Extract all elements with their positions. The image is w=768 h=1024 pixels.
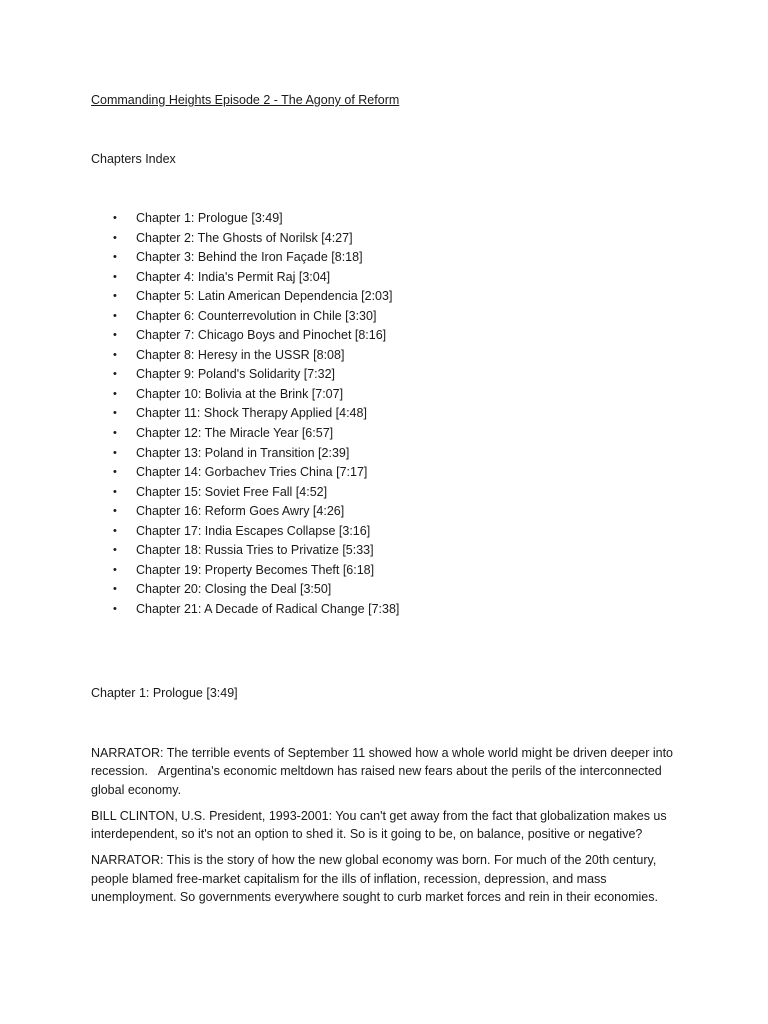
chapter-label: Chapter 2: The Ghosts of Norilsk [4:27] [136,230,353,245]
bullet-icon: • [113,583,117,596]
chapter-label: Chapter 10: Bolivia at the Brink [7:07] [136,386,344,401]
bullet-icon: • [113,387,117,400]
bullet-icon: • [113,544,117,557]
bullet-icon: • [113,427,117,440]
chapter-label: Chapter 9: Poland's Solidarity [7:32] [136,367,336,382]
bullet-icon: • [113,446,117,459]
chapter-label: Chapter 18: Russia Tries to Privatize [5:33] [136,543,374,558]
bullet-icon: • [113,407,117,420]
bullet-icon: • [113,485,117,498]
bullet-icon: • [113,270,117,283]
bullet-icon: • [113,466,117,479]
chapter-label: Chapter 3: Behind the Iron Façade [8:18] [136,250,363,265]
chapter-label: Chapter 12: The Miracle Year [6:57] [136,426,334,441]
transcript-paragraph: BILL CLINTON, U.S. President, 1993-2001: You can't get away from the fact that globalization makes us interdependent, so it's not an option to shed it. So is it going to be, on balance, positive or negative? [91,808,671,842]
chapter-label: Chapter 21: A Decade of Radical Change [7:38] [136,601,400,616]
transcript-body [91,744,681,914]
bullet-icon: • [113,231,117,244]
document-title: Commanding Heights Episode 2 - The Agony of Reform [91,93,400,107]
bullet-icon: • [113,505,117,518]
chapters-index-heading: Chapters Index [91,152,176,166]
chapter-label: Chapter 17: India Escapes Collapse [3:16] [136,523,371,538]
chapter-label: Chapter 15: Soviet Free Fall [4:52] [136,484,328,499]
bullet-icon: • [113,290,117,303]
chapter-label: Chapter 4: India's Permit Raj [3:04] [136,269,331,284]
chapter-label: Chapter 14: Gorbachev Tries China [7:17] [136,465,368,480]
chapter-label: Chapter 13: Poland in Transition [2:39] [136,445,350,460]
bullet-icon: • [113,212,117,224]
bullet-icon: • [113,329,117,342]
bullet-icon: • [113,524,117,537]
chapter-label: Chapter 11: Shock Therapy Applied [4:48] [136,406,367,421]
chapter-label: Chapter 8: Heresy in the USSR [8:08] [136,347,345,362]
bullet-icon: • [113,563,117,576]
bullet-icon: • [113,368,117,381]
transcript-paragraph: NARRATOR: This is the story of how the new global economy was born. For much of the 20th century, people blamed free-market capitalism for the ills of inflation, recession, depression, and mass unemployment. So governments everywhere sought to curb market forces and rein in their economies. [91,853,660,905]
bullet-icon: • [113,251,117,264]
chapter-label: Chapter 6: Counterrevolution in Chile [3:30] [136,308,377,323]
chapter-label: Chapter 5: Latin American Dependencia [2:03] [136,289,393,304]
chapter-label: Chapter 20: Closing the Deal [3:50] [136,582,332,597]
section-heading: Chapter 1: Prologue [3:49] [91,686,238,700]
transcript-paragraph: NARRATOR: The terrible events of September 11 showed how a whole world might be driven deeper into recession. Argentina's economic meltdown has raised new fears about the perils of the interconnected global economy. [91,746,677,797]
chapter-label: Chapter 19: Property Becomes Theft [6:18] [136,562,375,577]
bullet-icon: • [113,348,117,361]
bullet-icon: • [113,602,117,615]
chapter-label: Chapter 16: Reform Goes Awry [4:26] [136,504,345,519]
chapter-label: Chapter 1: Prologue [3:49] [136,211,283,225]
bullet-icon: • [113,309,117,322]
chapter-label: Chapter 7: Chicago Boys and Pinochet [8:16] [136,328,387,343]
